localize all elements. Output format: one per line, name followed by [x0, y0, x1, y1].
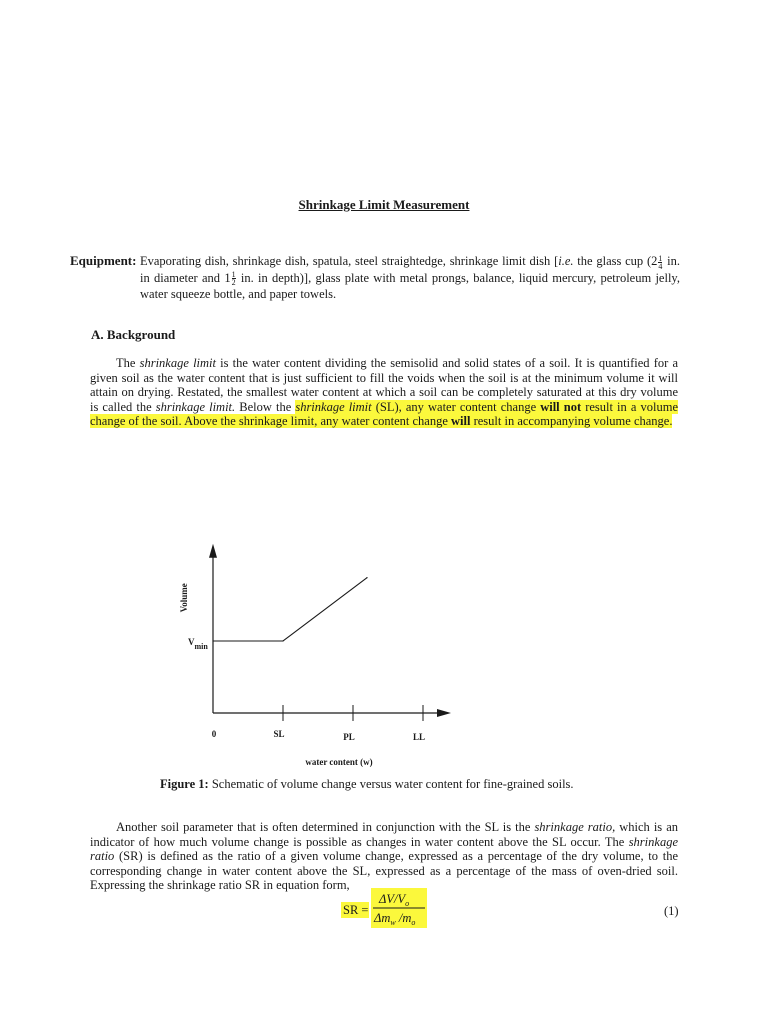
p2-term-shrinkage-ratio: shrinkage ratio, [534, 820, 616, 834]
x-tick-label-0: 0 [211, 729, 217, 739]
fraction-half-den: 2 [231, 278, 236, 288]
fraction-quarter [658, 255, 662, 270]
y-axis-label: Volume [179, 583, 189, 613]
volume-water-content-chart [170, 450, 510, 780]
p1-hl-s3: result in accompanying volume change. [470, 414, 673, 428]
series-point-0-1 [282, 640, 283, 641]
background-paragraph [90, 356, 678, 429]
section-heading-background: A. Background [91, 327, 176, 342]
x-tick-label-pl: PL [343, 732, 355, 742]
equation-numerator-sub: o [405, 899, 410, 908]
equation-lhs: SR = [343, 903, 369, 917]
equipment-text-b: the glass cup (2 [573, 254, 658, 268]
p1-s3: Below the [235, 399, 296, 414]
y-tick-label-vmin: Vmin [188, 637, 208, 651]
p1-s2: is the water content dividing the semisolid and solid states of a soil. It is quantified for a given soil as the water content that is just sufficient to fill the voids when the soil is at the minimum volume it will attain on drying. Restated, the smallest water content at which a soil can be completely saturated at this dry volume is called the [90, 356, 679, 414]
equipment-ie: i.e. [558, 254, 574, 268]
x-axis-label: water content (w) [305, 757, 373, 767]
p2-s1: Another soil parameter that is often determined in conjunction with the SL is the [116, 820, 535, 834]
fraction-quarter-den: 4 [658, 261, 663, 271]
p2-term-shrinkage-ratio-2: shrinkage ratio [90, 834, 678, 863]
p1-hl-will-not: will not [540, 399, 582, 414]
equation-number: (1) [664, 904, 679, 918]
p1-hl-s2: result in a volume change of the soil. Above the shrinkage limit, any water content change [90, 399, 678, 428]
equation-denominator-sub1: w [390, 918, 396, 927]
equipment-text-a: Evaporating dish, shrinkage dish, spatula, steel straightedge, shrinkage limit dish [ [140, 254, 559, 268]
p1-hl-term: shrinkage limit [295, 399, 372, 414]
figure-caption [160, 777, 574, 792]
shrinkage-ratio-equation [341, 888, 431, 930]
equipment-label: Equipment: [70, 253, 137, 268]
equipment-text-d: in. in depth)], glass plate with metal prongs, balance, liquid mercury, petroleum jelly, water squeeze bottle, and paper towels. [140, 270, 680, 302]
equation-denominator-sub2: o [411, 918, 416, 927]
p2-s2: which is an indicator of how much volume change is possible as changes in water content above the SL occur. The [90, 820, 679, 849]
fraction-quarter-num: 1 [658, 253, 663, 263]
p1-s1: The [116, 356, 140, 370]
p1-term-shrinkage-limit: shrinkage limit [139, 356, 216, 370]
x-tick-label-ll: LL [412, 732, 426, 742]
x-tick-label-sl: SL [273, 729, 285, 739]
equipment-text-c: in. in diameter and 1 [140, 254, 680, 285]
fraction-half-num: 1 [231, 270, 236, 280]
series-point-0-2 [366, 577, 367, 578]
shrinkage-ratio-paragraph [90, 820, 678, 893]
p1-hl-will: will [451, 414, 471, 428]
equipment-text [140, 253, 680, 302]
figure-caption-label: Figure 1: [160, 777, 209, 791]
y-tick-label-vmin-sub: min [194, 642, 208, 651]
series-point-0-0 [212, 640, 213, 641]
figure-caption-text: Schematic of volume change versus water content for fine-grained soils. [208, 777, 574, 791]
p2-s3: (SR) is defined as the ratio of a given volume change, expressed as a percentage of the dry volume, to the corresponding change in water content above the SL, expressed as a percentage of the mass of oven-dried soil. Expressing the shrinkage ratio SR in equation form, [90, 849, 678, 892]
fraction-half [232, 271, 236, 286]
equation-numerator [378, 892, 409, 908]
y-axis-arrowhead [209, 544, 217, 558]
equation-numerator-main: ΔV/V [379, 892, 406, 906]
series-line-0 [213, 578, 367, 641]
x-axis-arrowhead [437, 709, 451, 717]
page-title: Shrinkage Limit Measurement [298, 197, 470, 212]
equation-denominator-mid: /m [395, 911, 412, 925]
p1-hl-s1: (SL), any water content change [371, 399, 541, 414]
equation-denominator-main: Δm [374, 911, 391, 925]
p1-term-shrinkage-limit-2: shrinkage limit. [155, 399, 236, 414]
